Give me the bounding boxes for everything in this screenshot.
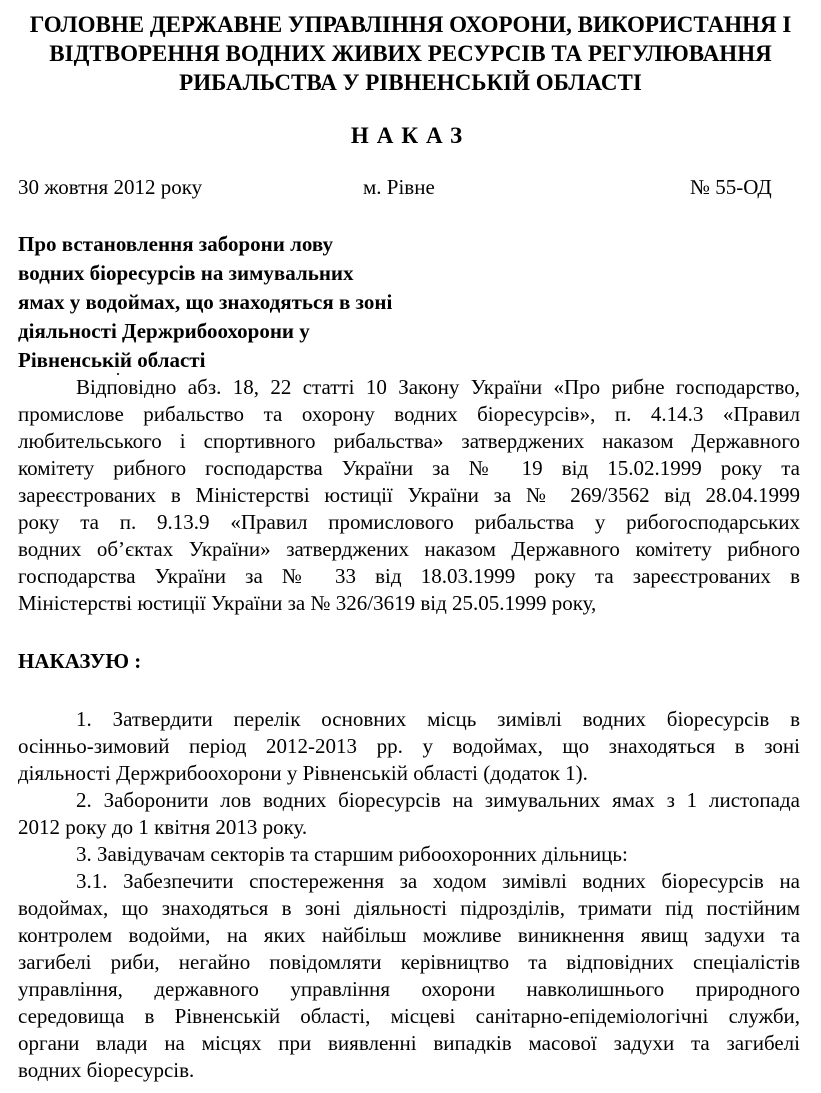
item-line: діяльності Держрибоохорони у Рівненській області (додаток 1).	[18, 761, 588, 785]
preamble-line: Міністерстві юстиції України за № 326/3619 від 25.05.1999 року,	[18, 591, 597, 615]
subject-line: діяльності Держрибоохорони у	[18, 319, 310, 343]
header-line: ГОЛОВНЕ ДЕРЖАВНЕ УПРАВЛІННЯ ОХОРОНИ, ВИКОРИСТАННЯ І	[29, 12, 792, 37]
item-line: управління, державного управління охорони навколишнього природного	[18, 977, 800, 1001]
item-line: середовища в Рівненській області, місцеві санітарно-епідеміологічні служби,	[18, 1004, 800, 1028]
item-line: 3.1. Забезпечити спостереження за ходом зимівлі водних біоресурсів на	[76, 869, 800, 893]
document-date: 30 жовтня 2012 року	[18, 175, 203, 199]
item-line: 3. Завідувачам секторів та старшим рибоохоронних дільниць:	[76, 842, 628, 866]
header-line: ВІДТВОРЕННЯ ВОДНИХ ЖИВИХ РЕСУРСІВ ТА РЕГУЛЮВАННЯ	[49, 41, 772, 66]
preamble-line: промислове рибальство та охорону водних біоресурсів», п. 4.14.3 «Правил	[18, 402, 800, 426]
preamble-line: комітету рибного господарства України за № 19 від 15.02.1999 року та	[18, 456, 800, 480]
preamble-line: водних об’єктах України» затверджених наказом Державного комітету рибного	[18, 537, 800, 561]
preamble-line: любительського і спортивного рибальства» затверджених наказом Державного	[18, 429, 800, 453]
preamble-line: господарства України за № 33 від 18.03.1999 року та зареєстрованих в	[18, 564, 800, 588]
item-line: органи влади на місцях при виявленні випадків масової задухи та загибелі	[18, 1031, 800, 1055]
document-type-title: НАКАЗ	[350, 123, 471, 148]
subject-line: водних біоресурсів на зимувальних	[18, 261, 354, 285]
preamble-line: Відповідно абз. 18, 22 статті 10 Закону України «Про рибне господарство,	[76, 375, 800, 399]
item-line: водних біоресурсів.	[18, 1058, 195, 1082]
document-city: м. Рівне	[363, 175, 435, 199]
item-line: осінньо-зимовий період 2012-2013 рр. у водоймах, що знаходяться в зоні	[18, 734, 800, 758]
item-line: 1. Затвердити перелік основних місць зимівлі водних біоресурсів в	[76, 707, 800, 731]
item-line: 2012 року до 1 квітня 2013 року.	[18, 815, 308, 839]
header-line: РИБАЛЬСТВА У РІВНЕНСЬКІЙ ОБЛАСТІ	[179, 70, 642, 95]
order-subject	[18, 230, 392, 375]
preamble-line: року та п. 9.13.9 «Правил промислового рибальства у рибогосподарських	[18, 510, 800, 534]
item-line: 2. Заборонити лов водних біоресурсів на зимувальних ямах з 1 листопада	[76, 788, 800, 812]
subject-line: Про встановлення заборони лову	[18, 232, 333, 256]
subject-line: Рівненській області	[18, 348, 206, 372]
preamble-line: зареєстрованих в Міністерстві юстиції України за № 269/3562 від 28.04.1999	[18, 483, 800, 507]
preamble-paragraph	[18, 374, 800, 617]
item-line: загибелі риби, негайно повідомляти керівництво та відповідних спеціалістів	[18, 950, 800, 974]
item-line: контролем водойми, на яких найбільш можливе виникнення явищ задухи та	[18, 923, 800, 947]
order-items	[18, 706, 800, 1084]
order-heading: НАКАЗУЮ :	[18, 649, 142, 673]
item-line: водоймах, що знаходяться в зоні діяльності підрозділів, тримати під постійним	[18, 896, 800, 920]
issuer-header	[0, 10, 821, 97]
document-number: № 55-ОД	[690, 175, 772, 199]
subject-line: ямах у водоймах, що знаходяться в зоні	[18, 290, 393, 314]
